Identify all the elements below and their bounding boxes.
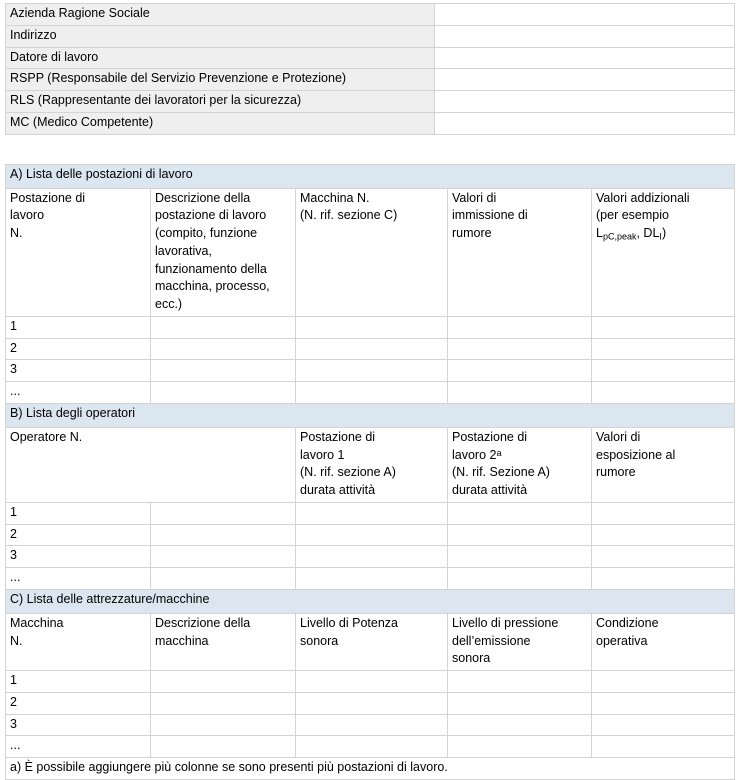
section-b-cell-esposizione[interactable] [592,502,735,524]
table-row [6,4,735,26]
section-b-cell-esposizione[interactable] [592,524,735,546]
table-row [6,568,735,590]
section-a-cell-immissione[interactable] [448,338,592,360]
sa-col4-line3: rumore [452,226,492,240]
section-b-band-row [6,403,735,427]
company-identity-table [5,3,735,135]
section-a-cell-macchina[interactable] [296,360,448,382]
sb-col3-line3: (N. rif. sezione A) [300,465,396,479]
table-row [6,25,735,47]
sb-col3-line1: Postazione di [300,430,375,444]
table-row [6,91,735,113]
section-a-row-number: 3 [6,360,151,382]
identity-label-rls: RLS (Rappresentante dei lavoratori per la sicurezza) [6,91,435,113]
table-row [6,546,735,568]
section-c-cell-condizione[interactable] [592,671,735,693]
section-c-cell-descrizione[interactable] [151,736,296,758]
section-b-header-row [6,427,735,502]
section-a-col-macchina [296,188,448,316]
sc-col4-line3: sonora [452,651,490,665]
section-a-header-row [6,188,735,316]
section-a-cell-immissione[interactable] [448,382,592,404]
section-a-cell-descrizione[interactable] [151,382,296,404]
table-row [6,502,735,524]
section-b-cell-postazione2[interactable] [448,568,592,590]
sb-col3-line2: lavoro 1 [300,448,344,462]
sc-col3-line2: sonora [300,634,338,648]
section-c-cell-descrizione[interactable] [151,671,296,693]
table-row [6,382,735,404]
section-b-cell-postazione1[interactable] [296,568,448,590]
identity-value-rls[interactable] [435,91,735,113]
section-b-cell-postazione2[interactable] [448,524,592,546]
section-b-col-esposizione [592,427,735,502]
table-row [6,736,735,758]
section-a-cell-descrizione[interactable] [151,338,296,360]
identity-value-datore[interactable] [435,47,735,69]
section-c-cell-condizione[interactable] [592,714,735,736]
section-c-row-ellipsis: ... [6,736,151,758]
table-row [6,714,735,736]
footnote-row [6,758,735,780]
identity-label-rspp: RSPP (Responsabile del Servizio Prevenzione e Protezione) [6,69,435,91]
sb-col4-line1: Postazione di [452,430,527,444]
table-row [6,338,735,360]
sc-col2-line1: Descrizione della [155,616,250,630]
section-b-cell-operatore[interactable] [151,568,296,590]
section-a-cell-addizionali[interactable] [592,316,735,338]
section-b-cell-operatore[interactable] [151,546,296,568]
section-c-col-macchina [6,613,151,670]
sb-col4-line3: (N. rif. Sezione A) [452,465,550,479]
section-c-cell-condizione[interactable] [592,736,735,758]
section-spacer [0,135,739,164]
identity-value-indirizzo[interactable] [435,25,735,47]
section-b-row-number: 1 [6,502,151,524]
sc-col4-line1: Livello di pressione [452,616,558,630]
section-a-cell-immissione[interactable] [448,316,592,338]
sc-col5-line1: Condizione [596,616,659,630]
section-c-header-row [6,613,735,670]
section-c-col-pressione [448,613,592,670]
section-c-cell-pressione[interactable] [448,736,592,758]
identity-value-rspp[interactable] [435,69,735,91]
section-a-cell-macchina[interactable] [296,382,448,404]
section-c-cell-pressione[interactable] [448,692,592,714]
section-a-cell-macchina[interactable] [296,338,448,360]
dli-subscript: I [659,231,662,241]
section-a-cell-immissione[interactable] [448,360,592,382]
addizionali-close-paren: ) [662,226,666,240]
section-a-cell-addizionali[interactable] [592,382,735,404]
sb-col5-line3: rumore [596,465,636,479]
section-c-cell-descrizione[interactable] [151,692,296,714]
section-a-band-row [6,164,735,188]
lpcpeak-subscript: pC,peak [603,231,637,241]
section-c-col-potenza [296,613,448,670]
sb-col5-line1: Valori di [596,430,640,444]
section-b-cell-postazione2[interactable] [448,546,592,568]
table-row [6,692,735,714]
section-c-cell-pressione[interactable] [448,714,592,736]
section-c-row-number: 2 [6,692,151,714]
section-a-cell-descrizione[interactable] [151,360,296,382]
section-a-col-postazione [6,188,151,316]
table-row [6,524,735,546]
section-b-row-number: 2 [6,524,151,546]
section-c-cell-potenza[interactable] [296,671,448,693]
sc-col4-line2: dell’emissione [452,634,531,648]
sa-col5-line1: Valori addizionali [596,191,690,205]
sa-col3-line2: (N. rif. sezione C) [300,208,397,222]
sb-col3-line4: durata attività [300,483,375,497]
sa-col4-line2: immissione di [452,208,528,222]
sb-col4-line4: durata attività [452,483,527,497]
section-a-cell-macchina[interactable] [296,316,448,338]
section-a-row-number: 2 [6,338,151,360]
identity-value-mc[interactable] [435,112,735,134]
section-c-row-number: 1 [6,671,151,693]
section-a-cell-descrizione[interactable] [151,316,296,338]
document-page [0,3,739,756]
section-c-row-number: 3 [6,714,151,736]
section-b-cell-postazione2[interactable] [448,502,592,524]
section-b-title: B) Lista degli operatori [6,403,735,427]
section-b-col-postazione2 [448,427,592,502]
section-c-cell-potenza[interactable] [296,736,448,758]
section-a-col-descrizione: Descrizione della postazione di lavoro (compito, funzione lavorativa, funzionamento della macchina, processo, ecc.) [151,188,296,316]
section-c-cell-pressione[interactable] [448,671,592,693]
section-a-col-immissione [448,188,592,316]
section-a-col-addizionali [592,188,735,316]
identity-label-datore: Datore di lavoro [6,47,435,69]
section-c-cell-descrizione[interactable] [151,714,296,736]
table-row [6,671,735,693]
section-b-col-operatore: Operatore N. [6,427,296,502]
section-c-col-condizione [592,613,735,670]
section-c-col-descrizione [151,613,296,670]
identity-label-azienda: Azienda Ragione Sociale [6,4,435,26]
section-b-row-number: 3 [6,546,151,568]
section-a-row-number: 1 [6,316,151,338]
sa-col1-line2: lavoro [10,208,44,222]
section-a-row-ellipsis: ... [6,382,151,404]
section-c-cell-potenza[interactable] [296,692,448,714]
sa-col5-line3 [596,226,666,240]
sc-col5-line2: operativa [596,634,647,648]
identity-label-mc: MC (Medico Competente) [6,112,435,134]
sa-col4-line1: Valori di [452,191,496,205]
sb-col5-line2: esposizione al [596,448,675,462]
noise-assessment-sections-table [5,164,735,780]
section-b-cell-postazione1[interactable] [296,524,448,546]
section-b-row-ellipsis: ... [6,568,151,590]
identity-label-indirizzo: Indirizzo [6,25,435,47]
table-row [6,316,735,338]
sc-col3-line1: Livello di Potenza [300,616,398,630]
section-c-band-row [6,589,735,613]
sc-col1-line2: N. [10,634,23,648]
section-b-cell-esposizione[interactable] [592,568,735,590]
sb-col4-line2 [452,448,502,462]
lpcpeak-base: L [596,226,603,240]
table-row [6,47,735,69]
sa-col3-line1: Macchina N. [300,191,369,205]
section-b-cell-operatore[interactable] [151,502,296,524]
section-c-title: C) Lista delle attrezzature/macchine [6,589,735,613]
sc-col1-line1: Macchina [10,616,64,630]
sa-col1-line1: Postazione di [10,191,85,205]
section-b-cell-postazione1[interactable] [296,546,448,568]
section-b-cell-operatore[interactable] [151,524,296,546]
sa-col1-line3: N. [10,226,23,240]
section-c-cell-potenza[interactable] [296,714,448,736]
sa-col5-line2: (per esempio [596,208,669,222]
sb-col4-line2-base: lavoro 2 [452,448,496,462]
dli-mid: , DL [636,226,659,240]
identity-value-azienda[interactable] [435,4,735,26]
sc-col2-line2: macchina [155,634,209,648]
footnote-text: a) È possibile aggiungere più colonne se sono presenti più postazioni di lavoro. [6,758,735,780]
section-a-title: A) Lista delle postazioni di lavoro [6,164,735,188]
section-b-col-postazione1 [296,427,448,502]
table-row [6,112,735,134]
section-b-cell-esposizione[interactable] [592,546,735,568]
table-row [6,360,735,382]
section-a-cell-addizionali[interactable] [592,338,735,360]
sb-col4-line2-superscript: a [496,448,501,458]
section-c-cell-condizione[interactable] [592,692,735,714]
section-a-cell-addizionali[interactable] [592,360,735,382]
table-row [6,69,735,91]
section-b-cell-postazione1[interactable] [296,502,448,524]
